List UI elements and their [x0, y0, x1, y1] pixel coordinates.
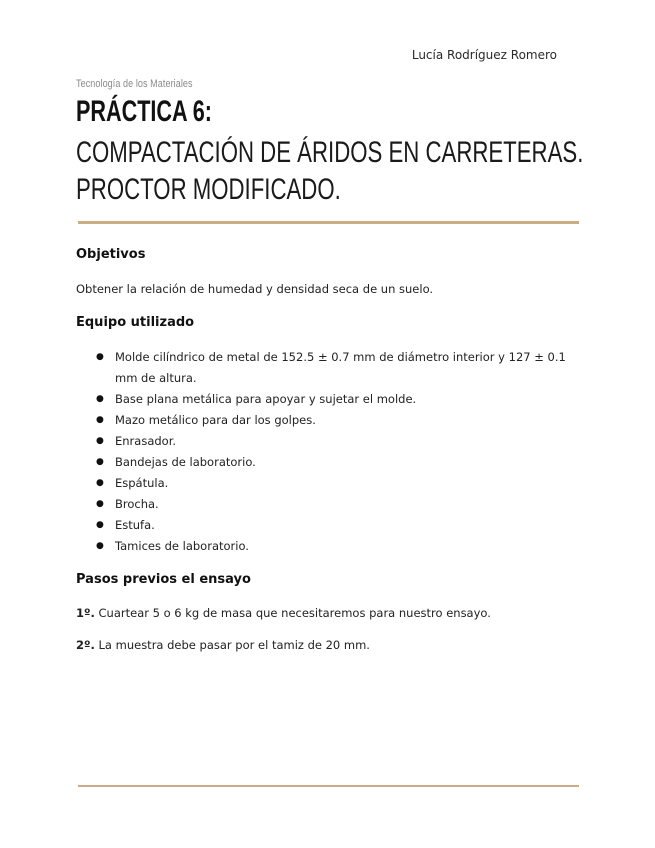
- step-1: [76, 606, 491, 620]
- list-item-text: Enrasador.: [115, 434, 177, 448]
- equipo-heading: Equipo utilizado: [76, 315, 195, 330]
- bullet-icon: ●: [96, 520, 104, 530]
- equipment-list: [96, 347, 576, 557]
- list-item-text: Estufa.: [115, 518, 155, 532]
- list-item: [96, 410, 576, 431]
- list-item-text: Tamices de laboratorio.: [115, 539, 249, 553]
- objetivos-text: Obtener la relación de humedad y densidad seca de un suelo.: [76, 282, 434, 296]
- list-item-text: Espátula.: [115, 476, 169, 490]
- top-divider: [78, 221, 579, 224]
- list-item: [96, 347, 576, 389]
- list-item: [96, 515, 576, 536]
- list-item-text: Base plana metálica para apoyar y sujetar el molde.: [115, 392, 417, 406]
- bullet-icon: ●: [96, 352, 104, 362]
- bullet-icon: ●: [96, 499, 104, 509]
- bottom-divider: [78, 785, 579, 787]
- step-text: Cuartear 5 o 6 kg de masa que necesitaremos para nuestro ensayo.: [94, 606, 491, 620]
- list-item-text: Bandejas de laboratorio.: [115, 455, 256, 469]
- subject-label: Tecnología de los Materiales: [76, 78, 193, 90]
- step-number: 1º.: [76, 606, 95, 620]
- step-2: [76, 638, 370, 652]
- list-item: [96, 494, 576, 515]
- bullet-icon: ●: [96, 415, 104, 425]
- list-item: [96, 431, 576, 452]
- subtitle-line-1: COMPACTACIÓN DE ÁRIDOS EN CARRETERAS.: [76, 136, 584, 169]
- list-item-text: Molde cilíndrico de metal de 152.5 ± 0.7 mm de diámetro interior y 127 ± 0.1 mm de altura.: [115, 350, 566, 385]
- bullet-icon: ●: [96, 436, 104, 446]
- page-subtitle: [76, 134, 583, 208]
- list-item: [96, 389, 576, 410]
- list-item: [96, 452, 576, 473]
- subtitle-line-2: PROCTOR MODIFICADO.: [76, 173, 341, 206]
- step-number: 2º.: [76, 638, 95, 652]
- list-item-text: Brocha.: [115, 497, 159, 511]
- list-item: [96, 473, 576, 494]
- bullet-icon: ●: [96, 541, 104, 551]
- objetivos-heading: Objetivos: [76, 247, 146, 262]
- list-item: [96, 536, 576, 557]
- step-text: La muestra debe pasar por el tamiz de 20 mm.: [94, 638, 370, 652]
- bullet-icon: ●: [96, 478, 104, 488]
- list-item-text: Mazo metálico para dar los golpes.: [115, 413, 316, 427]
- pasos-heading: Pasos previos el ensayo: [76, 572, 251, 587]
- bullet-icon: ●: [96, 457, 104, 467]
- bullet-icon: ●: [96, 394, 104, 404]
- author-name: Lucía Rodríguez Romero: [411, 48, 557, 62]
- page-title: PRÁCTICA 6:: [76, 95, 213, 128]
